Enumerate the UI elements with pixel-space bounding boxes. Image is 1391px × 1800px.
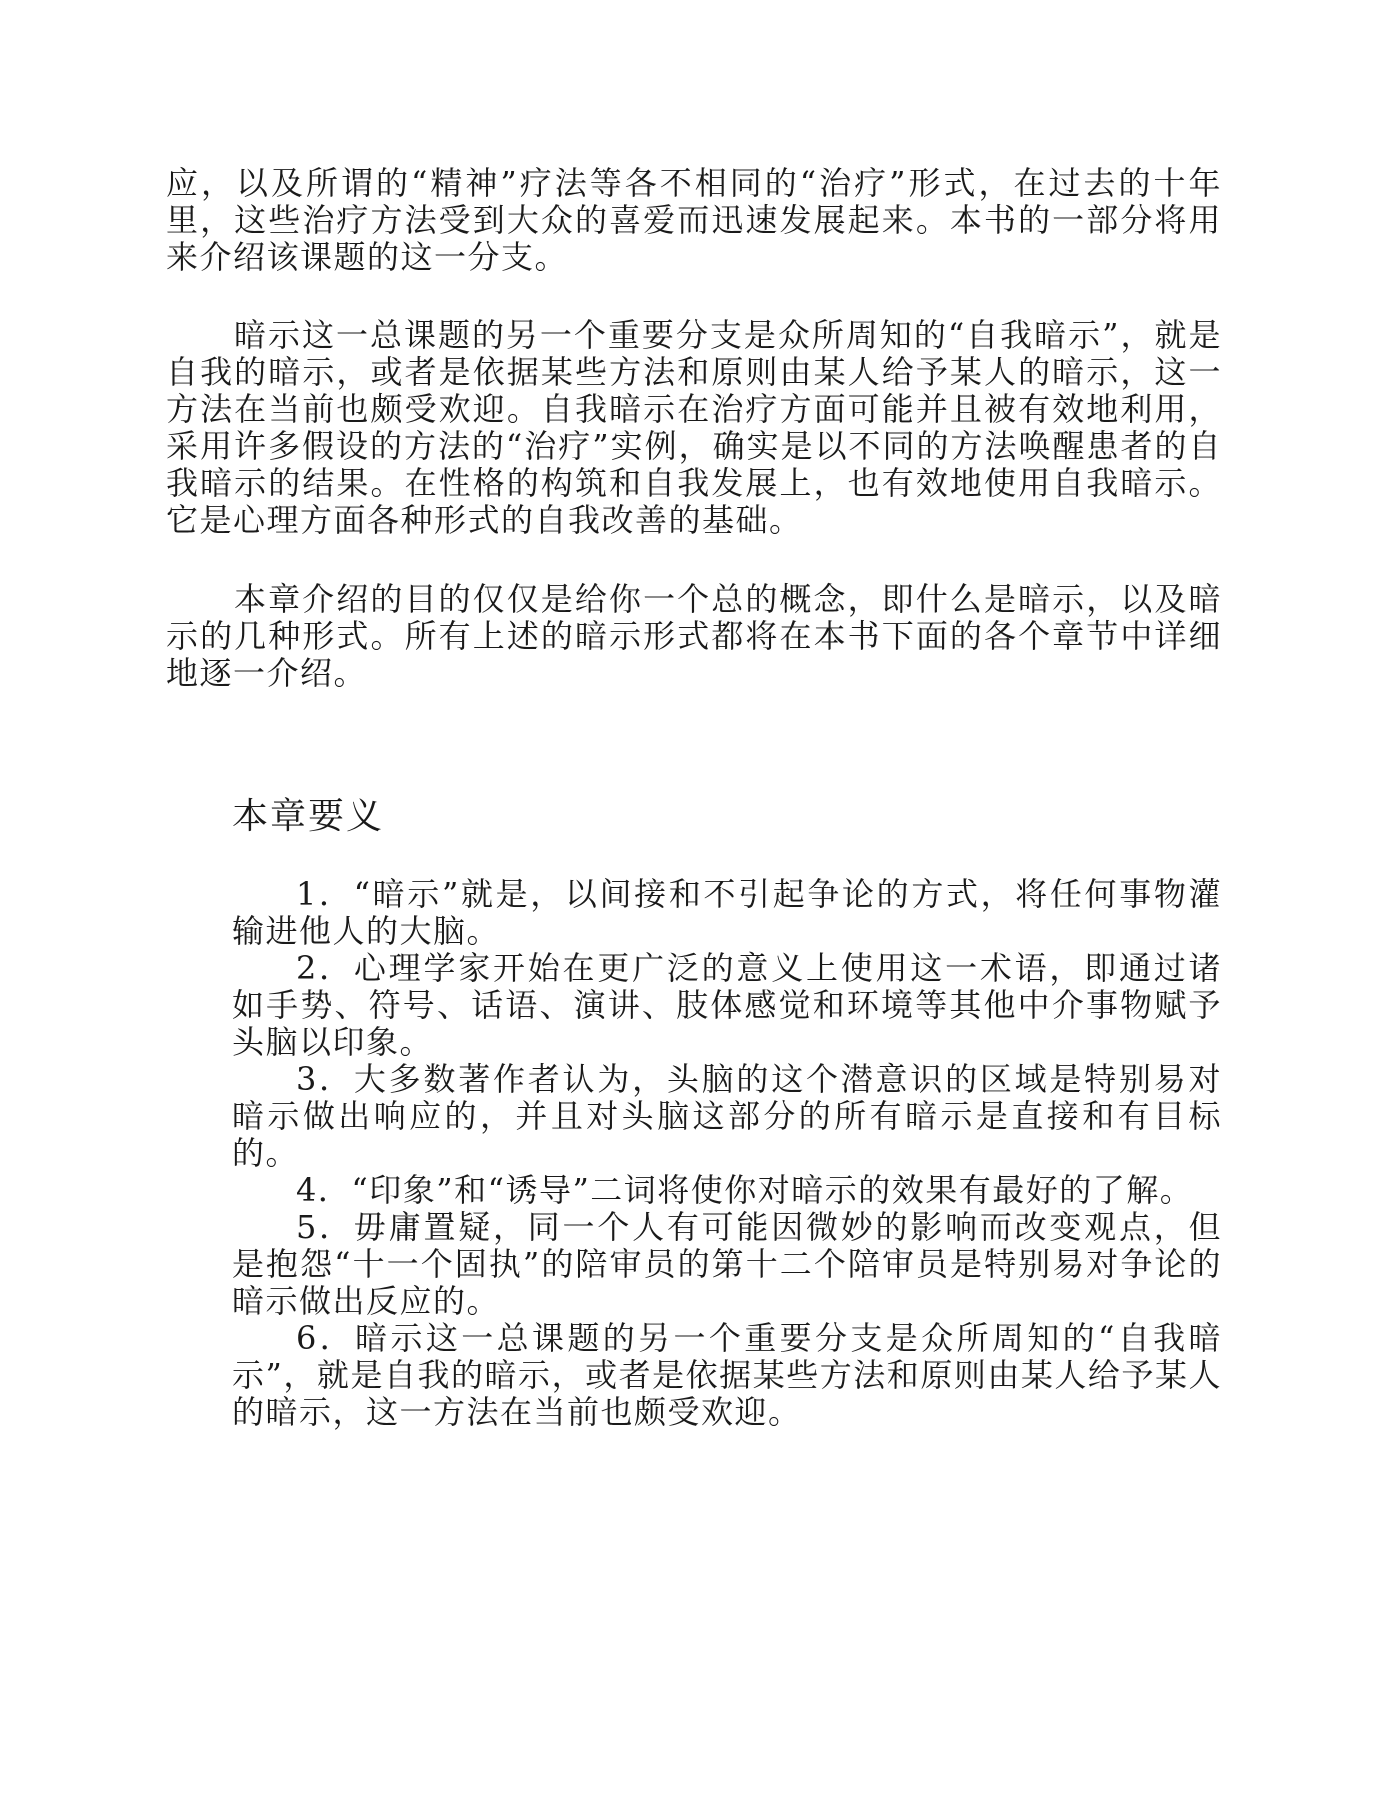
section-heading: 本章要义 [232, 796, 385, 837]
summary-item-3: 3．大多数著作者认为，头脑的这个潜意识的区域是特别易对暗示做出响应的，并且对头脑这部分的所有暗示是直接和有目标的。 [232, 1060, 1222, 1172]
body-paragraph-2: 暗示这一总课题的另一个重要分支是众所周知的“自我暗示”，就是自我的暗示，或者是依据某些方法和原则由某人给予某人的暗示，这一方法在当前也颇受欢迎。自我暗示在治疗方面可能并且被有效地利用，采用许多假设的方法的“治疗”实例，确实是以不同的方法唤醒患者的自我暗示的结果。在性格的构筑和自我发展上，也有效地使用自我暗示。它是心理方面各种形式的自我改善的基础。 [166, 316, 1222, 539]
body-paragraph-1: 应，以及所谓的“精神”疗法等各不相同的“治疗”形式，在过去的十年里，这些治疗方法受到大众的喜爱而迅速发展起来。本书的一部分将用来介绍该课题的这一分支。 [166, 164, 1222, 276]
summary-item-6: 6．暗示这一总课题的另一个重要分支是众所周知的“自我暗示”，就是自我的暗示，或者是依据某些方法和原则由某人给予某人的暗示，这一方法在当前也颇受欢迎。 [232, 1319, 1222, 1431]
summary-item-5: 5．毋庸置疑，同一个人有可能因微妙的影响而改变观点，但是抱怨“十一个固执”的陪审员的第十二个陪审员是特别易对争论的暗示做出反应的。 [232, 1208, 1222, 1320]
summary-list [232, 876, 1222, 1431]
summary-item-4: 4．“印象”和“诱导”二词将使你对暗示的效果有最好的了解。 [296, 1171, 1194, 1209]
summary-item-1: 1．“暗示”就是，以间接和不引起争论的方式，将任何事物灌输进他人的大脑。 [232, 875, 1222, 950]
summary-item-2: 2．心理学家开始在更广泛的意义上使用这一术语，即通过诸如手势、符号、话语、演讲、肢体感觉和环境等其他中介事物赋予头脑以印象。 [232, 949, 1222, 1061]
body-paragraph-3: 本章介绍的目的仅仅是给你一个总的概念，即什么是暗示，以及暗示的几种形式。所有上述的暗示形式都将在本书下面的各个章节中详细地逐一介绍。 [166, 580, 1222, 692]
